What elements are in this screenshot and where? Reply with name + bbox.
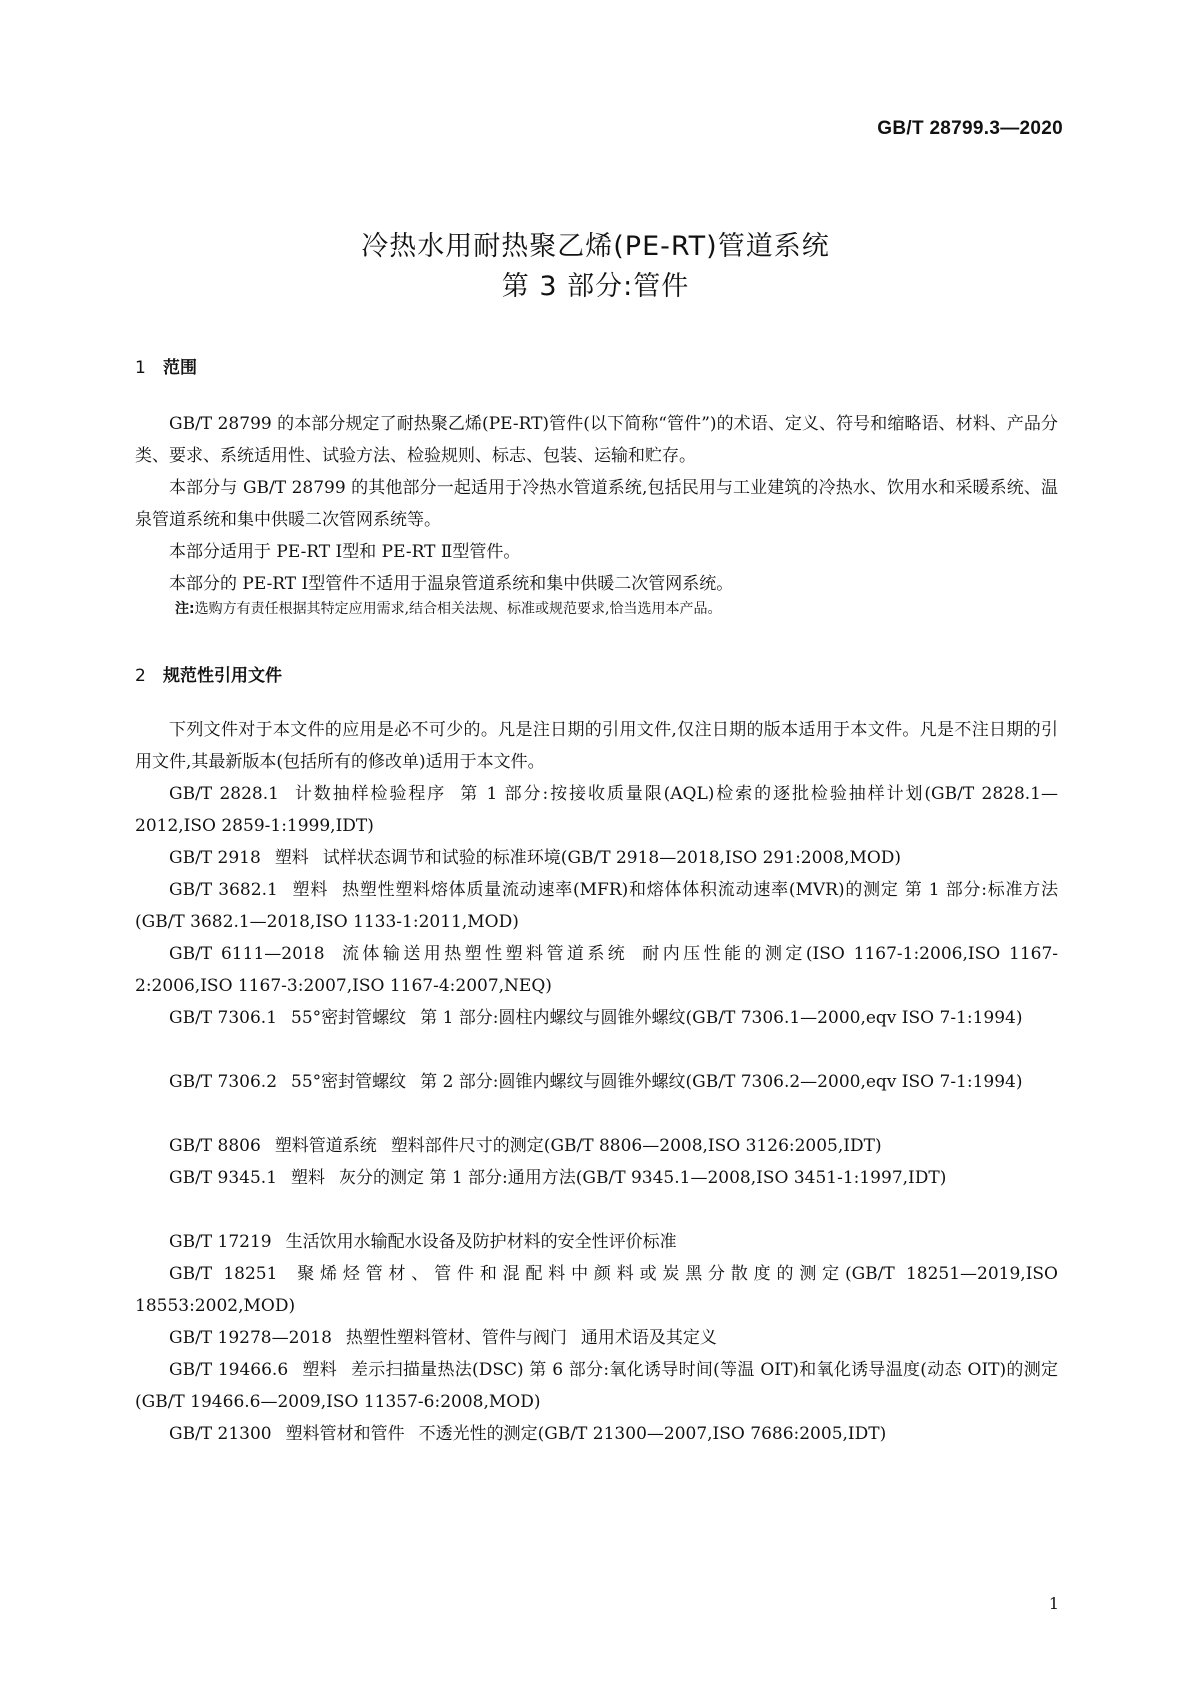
reference-entry <box>135 1226 1058 1258</box>
reference-title: 生活饮用水输配水设备及防护材料的安全性评价标准 <box>285 1232 677 1252</box>
document-subtitle: 第 3 部分:管件 <box>501 271 690 302</box>
reference-code: GB/T 17219 <box>169 1232 272 1252</box>
reference-detail: 第 1 部分:圆柱内螺纹与圆锥外螺纹(GB/T 7306.1—2000,eqv ISO 7-1:1994) <box>420 1008 1023 1028</box>
reference-title: 55°密封管螺纹 <box>291 1072 407 1092</box>
reference-title: 塑料管材和管件 <box>285 1424 405 1444</box>
reference-code: GB/T 18251 <box>169 1264 278 1284</box>
reference-title: 塑料 <box>302 1360 338 1380</box>
note <box>175 598 1055 620</box>
reference-entry <box>135 874 1058 938</box>
note-label: 注: <box>175 601 195 617</box>
reference-entry <box>135 938 1058 1002</box>
paragraph: GB/T 28799 的本部分规定了耐热聚乙烯(PE-RT)管件(以下简称“管件”)的术语、定义、符号和缩略语、材料、产品分类、要求、系统适用性、试验方法、检验规则、标志、包装、运输和贮存。 <box>135 414 1058 466</box>
section-heading-normative-references <box>135 661 282 686</box>
reference-title: 计数抽样检验程序 <box>292 784 447 804</box>
reference-code: GB/T 2828.1 <box>169 784 279 804</box>
reference-detail: 差示扫描量热法(DSC) 第 6 部分:氧化诱导时间(等温 OIT)和氧化诱导温度(动态 OIT)的测定(GB/T 19466.6—2009,ISO 11357-6:2008,MOD) <box>135 1360 1059 1412</box>
reference-entry <box>135 842 1058 874</box>
reference-entry <box>135 1322 1058 1354</box>
paragraph: 本部分的 PE-RT Ⅰ型管件不适用于温泉管道系统和集中供暖二次管网系统。 <box>169 574 734 594</box>
reference-entry <box>135 1066 1058 1098</box>
reference-code: GB/T 8806 <box>169 1136 261 1156</box>
section-number: 2 <box>135 666 146 686</box>
reference-code: GB/T 2918 <box>169 848 261 868</box>
reference-code: GB/T 19466.6 <box>169 1360 289 1380</box>
reference-entry <box>135 1130 1058 1162</box>
reference-code: GB/T 21300 <box>169 1424 272 1444</box>
reference-detail: 试样状态调节和试验的标准环境(GB/T 2918—2018,ISO 291:2008,MOD) <box>322 848 902 868</box>
reference-title: 塑料 <box>291 1168 326 1188</box>
reference-entry <box>135 778 1058 842</box>
reference-title: 流体输送用热塑性塑料管道系统 <box>338 944 629 964</box>
section-title: 规范性引用文件 <box>163 666 282 686</box>
reference-title: 55°密封管螺纹 <box>291 1008 407 1028</box>
reference-entry <box>135 1258 1058 1322</box>
reference-title: 塑料 <box>291 880 329 900</box>
paragraph: 本部分适用于 PE-RT Ⅰ型和 PE-RT Ⅱ型管件。 <box>169 542 521 562</box>
reference-code: GB/T 19278—2018 <box>169 1328 332 1348</box>
reference-title: 热塑性塑料管材、管件与阀门 <box>345 1328 567 1348</box>
reference-title: 聚烯烃管材、管件和混配料中颜料或炭黑分散度的测定(GB/T 18251—2019,ISO 18553:2002,MOD) <box>135 1264 1058 1316</box>
reference-entry <box>135 1418 1058 1450</box>
reference-detail: 塑料部件尺寸的测定(GB/T 8806—2008,ISO 3126:2005,IDT) <box>390 1136 882 1156</box>
reference-detail: 通用术语及其定义 <box>580 1328 717 1348</box>
section-heading-scope <box>135 353 197 378</box>
standard-code: GB/T 28799.3—2020 <box>877 118 1063 139</box>
reference-entry <box>135 1162 1058 1194</box>
paragraph: 下列文件对于本文件的应用是必不可少的。凡是注日期的引用文件,仅注日期的版本适用于本文件。凡是不注日期的引用文件,其最新版本(包括所有的修改单)适用于本文件。 <box>135 720 1058 772</box>
reference-code: GB/T 6111—2018 <box>169 944 325 964</box>
reference-detail: 热塑性塑料熔体质量流动速率(MFR)和熔体体积流动速率(MVR)的测定 第 1 部分:标准方法(GB/T 3682.1—2018,ISO 1133-1:2011,MOD) <box>135 880 1059 932</box>
section-number: 1 <box>135 358 146 378</box>
reference-entry <box>135 1002 1058 1034</box>
reference-detail: 灰分的测定 第 1 部分:通用方法(GB/T 9345.1—2008,ISO 3451-1:1997,IDT) <box>339 1168 947 1188</box>
reference-detail: 耐内压性能的测定(ISO 1167-1:2006,ISO 1167-2:2006,ISO 1167-3:2007,ISO 1167-4:2007,NEQ) <box>135 944 1059 996</box>
reference-detail: 不透光性的测定(GB/T 21300—2007,ISO 7686:2005,IDT) <box>418 1424 887 1444</box>
reference-code: GB/T 9345.1 <box>169 1168 278 1188</box>
section-title: 范围 <box>163 358 197 378</box>
reference-detail: 第 2 部分:圆锥内螺纹与圆锥外螺纹(GB/T 7306.2—2000,eqv ISO 7-1:1994) <box>420 1072 1023 1092</box>
reference-detail: 第 1 部分:按接收质量限(AQL)检索的逐批检验抽样计划(GB/T 2828.1—2012,ISO 2859-1:1999,IDT) <box>135 784 1059 836</box>
reference-title: 塑料管道系统 <box>274 1136 377 1156</box>
paragraph: 本部分与 GB/T 28799 的其他部分一起适用于冷热水管道系统,包括民用与工业建筑的冷热水、饮用水和采暖系统、温泉管道系统和集中供暖二次管网系统等。 <box>135 478 1058 530</box>
document-title: 冷热水用耐热聚乙烯(PE-RT)管道系统 <box>361 231 830 262</box>
reference-code: GB/T 7306.2 <box>169 1072 278 1092</box>
reference-title: 塑料 <box>274 848 309 868</box>
reference-entry <box>135 1354 1058 1418</box>
note-text: 选购方有责任根据其特定应用需求,结合相关法规、标准或规范要求,恰当选用本产品。 <box>194 601 722 617</box>
page-number: 1 <box>1048 1594 1059 1613</box>
reference-code: GB/T 7306.1 <box>169 1008 278 1028</box>
reference-code: GB/T 3682.1 <box>169 880 278 900</box>
